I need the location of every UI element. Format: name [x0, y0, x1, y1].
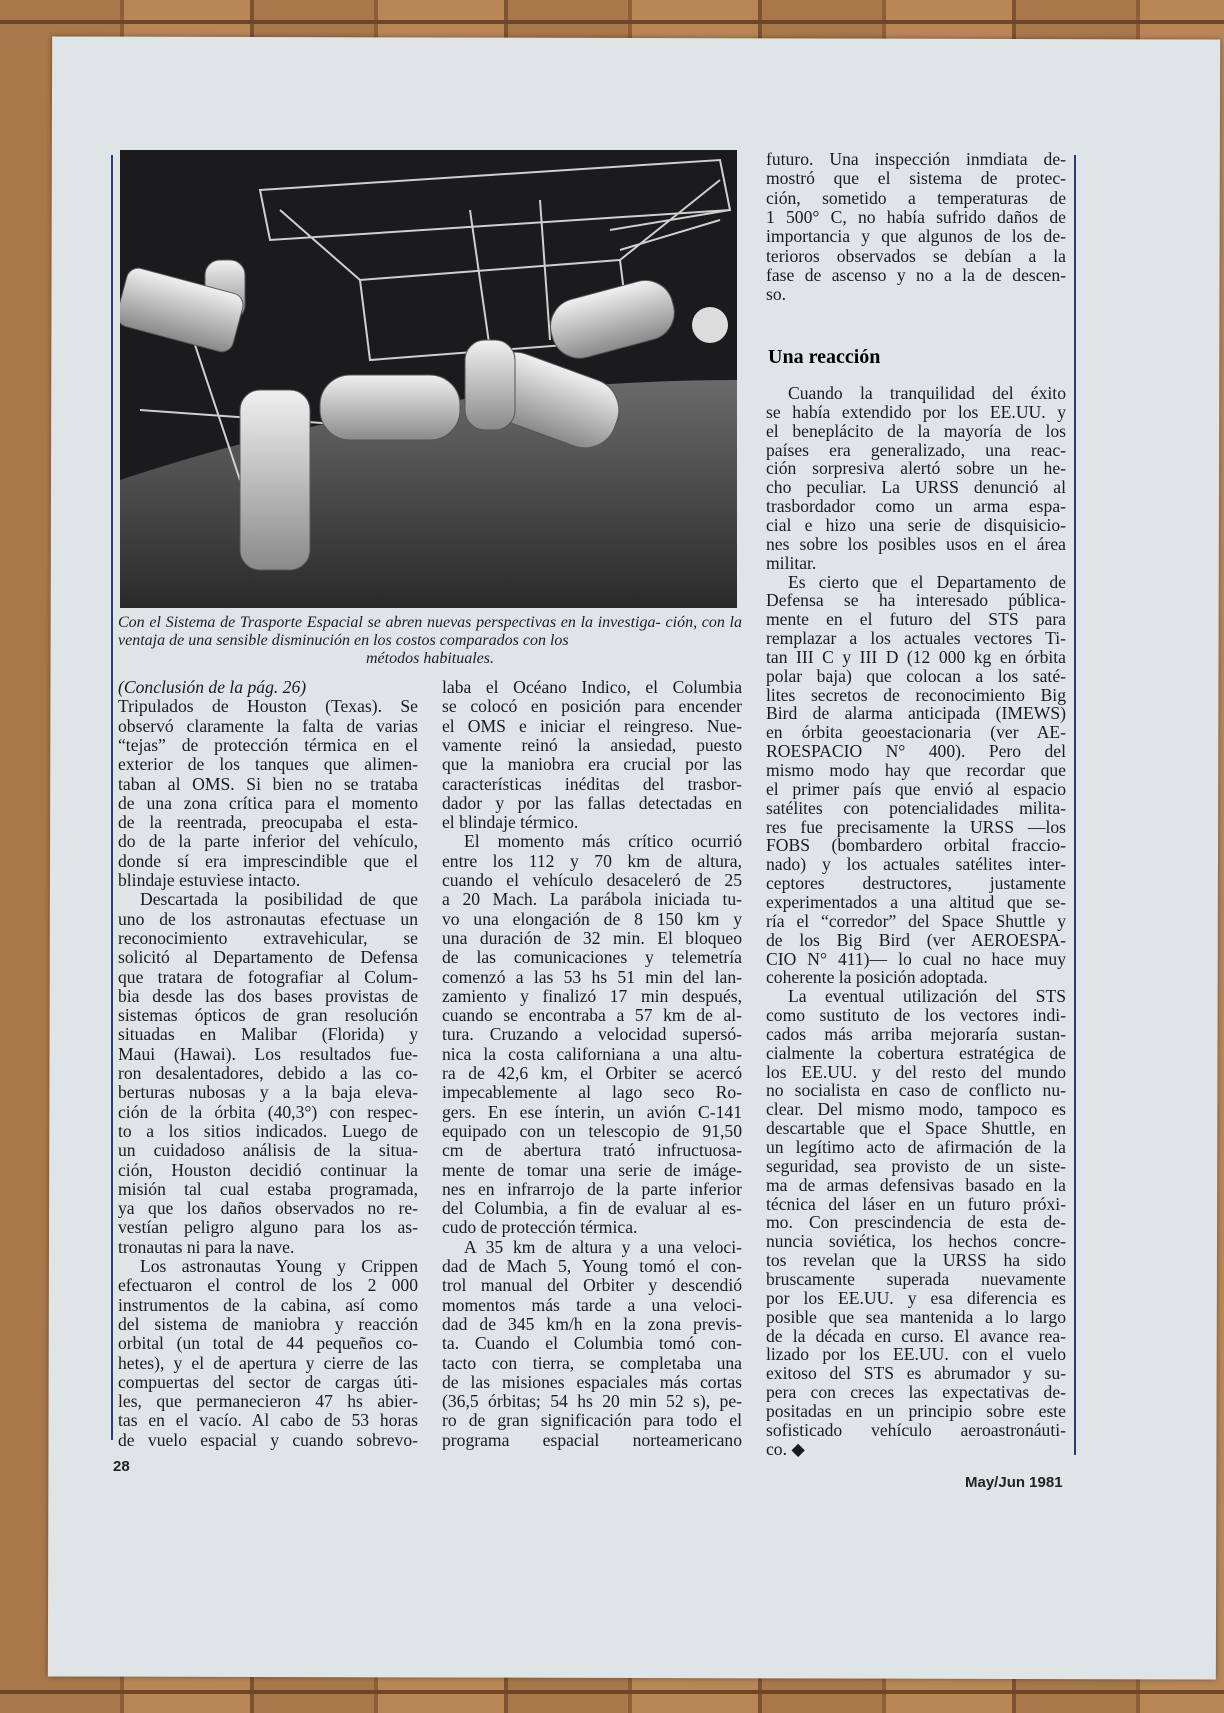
text-line: compuertas del sector de cargas úti- [118, 1371, 418, 1392]
text-line: reconocimiento extravehicular, se [118, 927, 418, 948]
text-line: experimentados a una altitud que se- [766, 891, 1066, 912]
text-line: uno de los astronautas efectuase un [118, 908, 418, 929]
text-line: técnica del láser en un futuro próxi- [766, 1193, 1066, 1214]
text-line: características inéditas del trasbor- [442, 773, 742, 794]
text-line: tan III C y III D (12 000 kg en órbita [766, 646, 1066, 667]
text-line: el primer país que envió al espacio [766, 778, 1066, 799]
text-line: importancia y que algunos de los de- [766, 226, 1066, 247]
text-line: Tripulados de Houston (Texas). Se [118, 696, 418, 717]
text-line: bruscamente superada nuevamente [766, 1268, 1066, 1289]
text-line: ra de 42,6 km, el Orbiter se acercó [442, 1063, 742, 1083]
text-line: to a los sitios indicados. Luego de [118, 1120, 418, 1141]
text-line: remplazar a los actuales vectores Ti- [766, 628, 1066, 649]
text-line: tura. Cruzando a velocidad supersó- [442, 1024, 742, 1045]
text-line: de las misiones espaciales más cortas [442, 1371, 742, 1392]
text-line: coherente la posición adoptada. [766, 967, 988, 988]
text-line: so. [766, 284, 787, 305]
text-line: hetes), y el de apertura y cierre de las [118, 1352, 418, 1373]
text-line: nica la costa californiana a una altu- [442, 1043, 742, 1064]
text-line: “tejas” de protección térmica en el [118, 734, 418, 755]
figure-caption [118, 614, 742, 668]
text-line: bia desde las dos bases provistas de [118, 985, 418, 1006]
text-line: nuncia soviética, los hechos concre- [766, 1231, 1066, 1252]
text-line: co. ◆ [766, 1438, 805, 1459]
text-line: como sustituto de los vectores indi- [766, 1005, 1066, 1026]
text-line: países era generalizado, una reac- [766, 439, 1066, 460]
text-line: FOBS (bombardero orbital fraccio- [766, 835, 1066, 856]
text-line: del sistema de maniobra y reacción [118, 1313, 418, 1334]
text-line: cuando el vehículo desaceleró de 25 [442, 870, 742, 890]
text-line: un cuidadoso análisis de la situa- [118, 1140, 418, 1161]
text-line: Maui (Hawai). Los resultados fue- [118, 1043, 418, 1064]
text-line: que la maniobra era crucial por las [442, 754, 742, 775]
text-line: vestían peligro alguno para los as- [118, 1217, 418, 1238]
text-line: fase de ascenso y no a la de descen- [766, 264, 1066, 285]
text-line: dad de Mach 5, Young tomó el con- [442, 1256, 742, 1276]
text-line: observó claramente la falta de varias [118, 715, 418, 736]
text-line: berturas nubosas y a la baja eleva- [118, 1082, 418, 1103]
text-line: seguridad, sea provisto de un siste- [766, 1155, 1066, 1176]
text-line: ción, sometido a temperaturas de [766, 187, 1066, 208]
text-line: positadas en un principio sobre este [766, 1400, 1066, 1421]
text-line: de vuelo espacial y cuando sobrevo- [118, 1429, 418, 1450]
caption-line: ción, con la ventaja de una sensible disminución en los costos comparados con los [118, 614, 743, 649]
text-line: cial e hizo una serie de disquisicio- [766, 514, 1066, 535]
text-line: solicitó al Departamento de Defensa [118, 947, 418, 968]
text-line: un legítimo acto de afirmación de la [766, 1137, 1066, 1157]
text-line: mente de tomar una serie de imáge- [442, 1159, 742, 1180]
text-line: de la década en curso. El avance rea- [766, 1325, 1066, 1346]
text-line: dador y por las fallas detectadas en [442, 792, 742, 813]
text-line: una duración de 32 min. El bloqueo [442, 927, 742, 948]
text-line: laba el Océano Indico, el Columbia [442, 677, 742, 697]
text-line: futuro. Una inspección inmdiata de- [766, 149, 1066, 169]
text-line: de la reentrada, preocupaba el esta- [118, 812, 418, 833]
text-line: se colocó en posición para encender [442, 696, 742, 717]
text-line: ción, Houston decidió continuar la [118, 1159, 418, 1180]
text-line: cados más arriba mejoraría sustan- [766, 1023, 1066, 1044]
text-line: ron desalentadores, debido a las co- [118, 1063, 418, 1083]
text-line: comenzó a las 53 hs 51 min del lan- [442, 966, 742, 987]
text-line: trasbordador como un arma espa- [766, 496, 1066, 517]
text-line: Descartada la posibilidad de que [140, 889, 418, 910]
text-line: cialmente la cobertura estratégica de [766, 1042, 1066, 1063]
right-column-rule [1074, 155, 1076, 1455]
text-line: por los EE.UU. y esa diferencia es [766, 1287, 1066, 1308]
text-line: La eventual utilización del STS [788, 986, 1066, 1007]
text-line: cm de abertura trató infructuosa- [442, 1140, 742, 1161]
text-line: 1 500° C, no había sufrido daños de [766, 206, 1066, 227]
text-line: situadas en Malibar (Florida) y [118, 1024, 418, 1045]
text-line: CIO N° 411)— lo cual no hace muy [766, 948, 1066, 969]
issue-date: May/Jun 1981 [965, 1474, 1063, 1491]
text-line: ROESPACIO N° 400). Pero del [766, 741, 1066, 762]
text-line: exitoso del STS es abrumador y su- [766, 1363, 1066, 1384]
text-line: Defensa se ha interesado pública- [766, 590, 1066, 611]
text-line: Los astronautas Young y Crippen [140, 1256, 418, 1276]
text-line: de las comunicaciones y telemetría [442, 947, 742, 968]
text-line: ro de gran significación para todo el [442, 1410, 742, 1431]
text-line: programa espacial norteamericano [442, 1429, 742, 1450]
text-line: les, que permanecieron 47 hs abier- [118, 1391, 418, 1412]
text-line: el OMS e iniciar el reingreso. Nue- [442, 715, 742, 736]
text-line: A 35 km de altura y a una veloci- [464, 1236, 742, 1257]
text-line: momentos más tarde a una veloci- [442, 1294, 742, 1315]
text-line: gers. En ese ínterin, un avión C-141 [442, 1101, 742, 1122]
text-line: lites secretos de reconocimiento Big [766, 684, 1066, 705]
text-line: dad de 345 km/h en la zona previs- [442, 1313, 742, 1334]
text-line: donde sí era imprescindible que el [118, 850, 418, 871]
text-line: tas en el vacío. Al cabo de 53 horas [118, 1410, 418, 1431]
text-line: res fue precisamente la URSS —los [766, 816, 1066, 837]
text-line: ceptores destructores, justamente [766, 873, 1066, 894]
text-line: sistemas ópticos de gran resolución [118, 1005, 418, 1026]
text-line: satélites con potencialidades milita- [766, 797, 1066, 818]
text-line: trol manual del Orbiter y descendió [442, 1275, 742, 1296]
text-line: posible que sea mantenida a lo largo [766, 1306, 1066, 1327]
text-line: orbital (un total de 44 pequeños co- [118, 1333, 418, 1354]
text-line: nes en infrarrojo de la parte inferior [442, 1178, 742, 1199]
text-line: blindaje estuviese intacto. [118, 870, 301, 890]
text-line: clear. Del mismo modo, tampoco es [766, 1099, 1066, 1120]
text-line: efectuaron el control de los 2 000 [118, 1275, 418, 1296]
text-line: exterior de los tanques que alimen- [118, 754, 418, 775]
text-line: sofisticado vehículo aeroastronáuti- [766, 1419, 1066, 1440]
text-line: ta. Cuando el Columbia tomó con- [442, 1333, 742, 1354]
text-line: impecablemente al lago seco Ro- [442, 1082, 742, 1103]
text-line: tos revelan que la URSS ha sido [766, 1250, 1066, 1271]
text-line: que tratara de fotografiar al Colum- [118, 966, 418, 987]
text-line: nes sobre los posibles usos en el área [766, 533, 1066, 554]
text-line: terioros observados se debían a la [766, 245, 1066, 266]
text-line: a 20 Mach. La parábola iniciada tu- [442, 889, 742, 910]
text-line: equipado con un telescopio de 91,50 [442, 1120, 742, 1141]
space-station-illustration [120, 150, 737, 608]
page-number: 28 [113, 1458, 130, 1475]
text-line: ya que los daños observados no re- [118, 1198, 418, 1219]
text-line: ción de la órbita (40,3°) con respec- [118, 1101, 418, 1122]
text-line: ría el “corredor” del Space Shuttle y [766, 910, 1066, 931]
text-line: ma de armas defensivas basado en la [766, 1174, 1066, 1195]
text-line: cudo de protección térmica. [442, 1217, 638, 1238]
text-line: de los Big Bird (ver AEROESPA- [766, 929, 1066, 950]
text-line: Cuando la tranquilidad del éxito [788, 383, 1066, 403]
text-line: mo. Con prescindencia de esta de- [766, 1212, 1066, 1233]
text-line: nado) y los actuales satélites inter- [766, 854, 1066, 875]
text-line: (Conclusión de la pág. 26) [118, 677, 307, 697]
text-line: militar. [766, 552, 817, 573]
text-line: zamiento y finalizó 17 min después, [442, 985, 742, 1006]
text-line: descartable que el Space Shuttle, en [766, 1118, 1066, 1139]
text-line: lizado por los EE.UU. con el vuelo [766, 1344, 1066, 1365]
text-line: cuando se encontraba a 57 km de al- [442, 1005, 742, 1026]
text-line: El momento más crítico ocurrió [464, 831, 742, 852]
text-line: pera con creces las expectativas de- [766, 1382, 1066, 1403]
text-line: tacto con tierra, se completaba una [442, 1352, 742, 1373]
text-line: vamente reinó la ansiedad, puesto [442, 734, 742, 755]
text-line: vo una elongación de 8 150 km y [442, 908, 742, 929]
text-line: de una zona crítica para el momento [118, 792, 418, 813]
text-line: instrumentos de la cabina, así como [118, 1294, 418, 1315]
text-line: los EE.UU. y del resto del mundo [766, 1061, 1066, 1082]
text-line: en órbita geoestacionaria (ver AE- [766, 722, 1066, 743]
text-line: mente en el futuro del STS para [766, 609, 1066, 630]
text-line: ción sorpresiva alertó sobre un he- [766, 458, 1066, 479]
text-line: del Columbia, a fin de evaluar al es- [442, 1198, 742, 1219]
text-line: se había extendido por los EE.UU. y [766, 401, 1066, 422]
caption-line: métodos habituales. [366, 650, 494, 667]
text-line: mostró que el sistema de protec- [766, 168, 1066, 189]
text-line: mismo modo hay que recordar que [766, 760, 1066, 780]
text-line: (36,5 órbitas; 54 hs 20 min 52 s), pe- [442, 1391, 742, 1412]
left-column-rule [111, 155, 113, 1440]
text-line: taban al OMS. Si bien no se trataba [118, 773, 418, 794]
text-line: do de la parte inferior del vehículo, [118, 831, 418, 852]
text-line: misión tal cual estaba programada, [118, 1178, 418, 1199]
section-heading: Una reacción [768, 346, 881, 368]
text-line: el beneplácito de la mayoría de los [766, 420, 1066, 441]
text-line: Bird de alarma anticipada (IMEWS) [766, 703, 1066, 724]
text-line: el blindaje térmico. [442, 812, 579, 833]
text-line: cho peculiar. La URSS denunció al [766, 477, 1066, 498]
text-line: no socialista en caso de conflicto nu- [766, 1080, 1066, 1101]
text-line: entre los 112 y 70 km de altura, [442, 850, 742, 871]
text-line: tronautas ni para la nave. [118, 1236, 295, 1257]
text-line: Es cierto que el Departamento de [788, 571, 1066, 592]
text-line: polar baja) que colocan a los saté- [766, 665, 1066, 686]
caption-line: Con el Sistema de Trasporte Espacial se abren nuevas perspectivas en la investiga- [118, 614, 661, 631]
